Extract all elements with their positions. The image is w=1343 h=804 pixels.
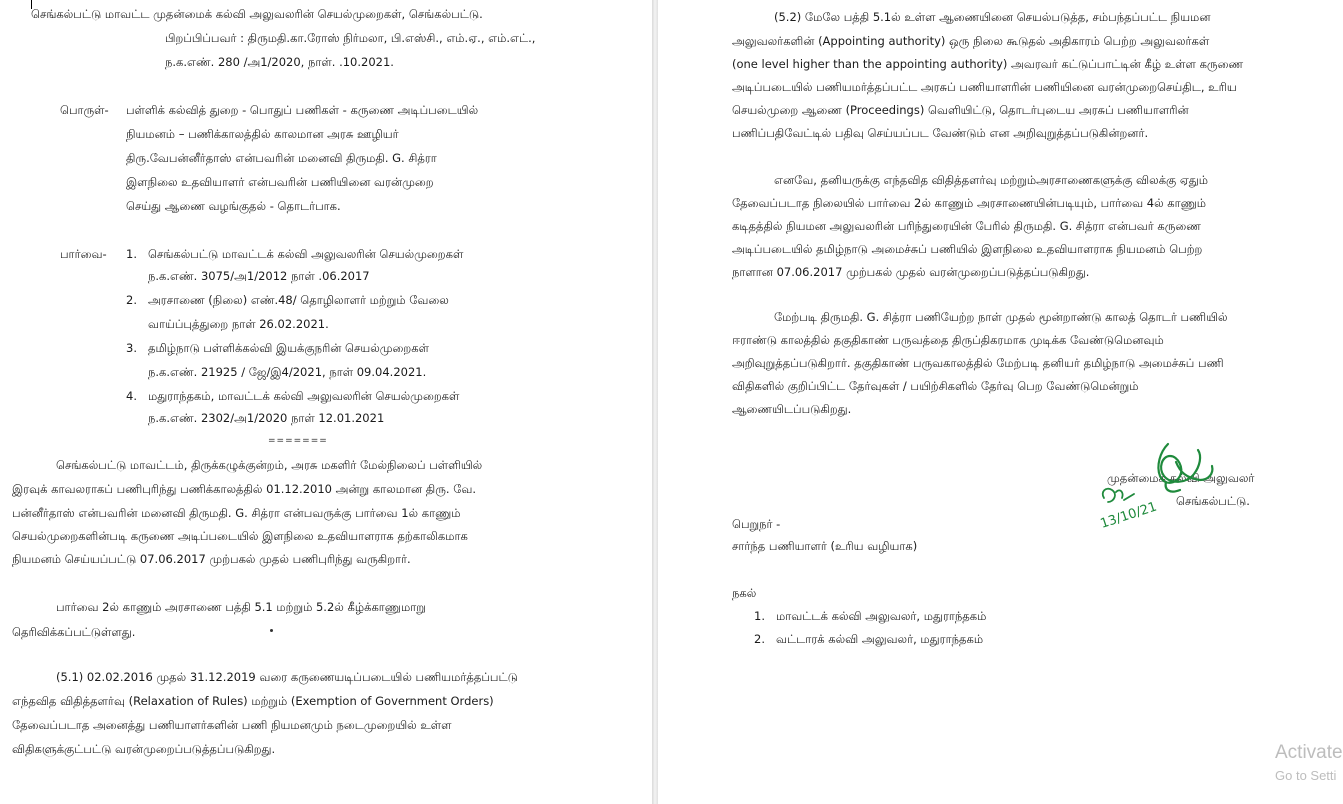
reference-item-number: 2.: [126, 293, 137, 307]
issuer-line: பிறப்பிப்பவர் : திருமதி.கா.ரோஸ் நிர்மலா, பி.எஸ்சி., எம்.ஏ., எம்.எட்.,: [165, 31, 536, 45]
body-paragraph-line: அலுவலர்களின் (Appointing authority) ஒரு நிலை கூடுதல் அதிகாரம் பெற்ற அலுவலர்கள்: [732, 34, 1210, 48]
subject-line: இளநிலை உதவியாளர் என்பவரின் பணியினை வரன்முறை: [126, 175, 434, 189]
reference-number: ந.க.எண். 280 /அ1/2020, நாள். .10.2021.: [165, 55, 394, 69]
reference-item: ந.க.எண். 3075/அ1/2012 நாள் .06.2017: [148, 269, 370, 283]
reference-item: அரசாணை (நிலை) எண்.48/ தொழிலாளர் மற்றும் வேலை: [148, 293, 449, 307]
body-paragraph-line: பணிப்பதிவேட்டில் பதிவு செய்யப்பட வேண்டும் என அறிவுறுத்தப்படுகின்றனர்.: [732, 126, 1149, 140]
body-paragraph-line: தெரிவிக்கப்பட்டுள்ளது.: [12, 625, 136, 639]
recipient: சார்ந்த பணியாளர் (உரிய வழியாக): [732, 539, 918, 553]
body-paragraph-line: நியமனம் செய்யப்பட்டு 07.06.2017 முற்பகல் முதல் பணிபுரிந்து வருகிறார்.: [12, 552, 411, 566]
reference-item: ந.க.எண். 2302/அ1/2020 நாள் 12.01.2021: [148, 411, 385, 425]
body-paragraph-line: பன்னீர்தாஸ் என்பவரின் மனைவி திருமதி. G. சித்ரா என்பவருக்கு பார்வை 1ல் காணும்: [12, 506, 461, 520]
subject-label: பொருள்-: [60, 103, 109, 117]
body-paragraph-line: செங்கல்பட்டு மாவட்டம், திருக்கழுக்குன்றம், அரசு மகளிர் மேல்நிலைப் பள்ளியில்: [56, 458, 483, 472]
body-paragraph-line: எந்தவித விதித்தளர்வு (Relaxation of Rules) மற்றும் (Exemption of Government Orders): [12, 694, 494, 708]
reference-item-number: 1.: [126, 247, 137, 261]
activation-watermark-settings[interactable]: Go to Setti: [1275, 768, 1337, 783]
reference-item: மதுராந்தகம், மாவட்டக் கல்வி அலுவலரின் செயல்முறைகள்: [148, 389, 460, 403]
body-paragraph-line: ஈராண்டு காலத்தில் தகுதிகாண் பருவத்தை திருப்திகரமாக முடிக்க வேண்டுமெனவும்: [732, 333, 1164, 347]
body-paragraph-line: இரவுக் காவலராகப் பணிபுரிந்து பணிக்காலத்தில் 01.12.2010 அன்று காலமான திரு. வே.: [12, 482, 477, 496]
body-paragraph-line: அடிப்படையில் பணியமர்த்தப்பட்ட அரசுப் பணியாளரின் பணியினை வரன்முறைசெய்திட, உரிய: [732, 80, 1237, 94]
activation-watermark: Activate: [1275, 742, 1343, 763]
right-page: [658, 0, 1343, 804]
body-paragraph-line: தேவைப்படாத அனைத்து பணியாளர்களின் பணி நியமனமும் நடைமுறையில் உள்ள: [12, 718, 452, 732]
office-header: செங்கல்பட்டு மாவட்ட முதன்மைக் கல்வி அலுவலரின் செயல்முறைகள், செங்கல்பட்டு.: [31, 7, 483, 21]
body-paragraph-line: (one level higher than the appointing authority) அவரவர் கட்டுப்பாட்டின் கீழ் உள்ள கருணை: [732, 57, 1244, 71]
body-paragraph-line: அறிவுறுத்தப்படுகிறார். தகுதிகாண் பருவகாலத்தில் மேற்படி தனியர் தமிழ்நாடு அமைச்சுப் பணி: [732, 356, 1224, 370]
body-paragraph-line: செயல்முறைகளின்படி கருணை அடிப்படையில் இளநிலை உதவியாளராக தற்காலிகமாக: [12, 529, 468, 543]
subject-line: பள்ளிக் கல்வித் துறை - பொதுப் பணிகள் - கருணை அடிப்படையில்: [126, 103, 479, 117]
subject-line: செய்து ஆணை வழங்குதல் - தொடர்பாக.: [126, 199, 341, 213]
reference-label: பார்வை-: [60, 247, 107, 261]
signature-date: 13/10/21: [1098, 499, 1159, 532]
copy-label: நகல்: [732, 586, 757, 600]
copy-item-number: 2.: [754, 632, 765, 646]
signature-image: [1090, 432, 1230, 542]
signatory-title: முதன்மைக் கல்வி அலுவலர்: [1107, 471, 1255, 485]
body-paragraph-line: மேற்படி திருமதி. G. சித்ரா பணியேற்ற நாள் முதல் மூன்றாண்டு காலத் தொடர் பணியில்: [774, 310, 1228, 324]
recipient-label: பெறுநர் -: [732, 517, 781, 531]
body-paragraph-line: ஆணையிடப்படுகிறது.: [732, 402, 852, 416]
reference-item: ந.க.எண். 21925 / ஜே/இ4/2021, நாள் 09.04.2021.: [148, 365, 427, 379]
reference-item-number: 4.: [126, 389, 137, 403]
reference-item-number: 3.: [126, 341, 137, 355]
body-paragraph-line: விதிகளுக்குட்பட்டு வரன்முறைப்படுத்தப்படுகிறது.: [12, 742, 276, 756]
copy-item: வட்டாரக் கல்வி அலுவலர், மதுராந்தகம்: [776, 632, 984, 646]
left-page: [0, 0, 650, 804]
body-paragraph-line: நாளான 07.06.2017 முற்பகல் முதல் வரன்முறைப்படுத்தப்படுகிறது.: [732, 265, 1090, 279]
body-paragraph-line: விதிகளில் குறிப்பிட்ட தேர்வுகள் / பயிற்சிகளில் தேர்வு பெற வேண்டுமென்றும்: [732, 379, 1139, 393]
signatory-place: செங்கல்பட்டு.: [1176, 494, 1250, 508]
subject-line: திரு.வேபன்னீர்தாஸ் என்பவரின் மனைவி திருமதி. G. சித்ரா: [126, 151, 437, 165]
body-paragraph-line: செயல்முறை ஆணை (Proceedings) வெளியிட்டு, தொடர்புடைய அரசுப் பணியாளரின்: [732, 103, 1189, 117]
copy-item: மாவட்டக் கல்வி அலுவலர், மதுராந்தகம்: [776, 609, 987, 623]
stray-mark: [270, 629, 273, 632]
reference-item: வாய்ப்புத்துறை நாள் 26.02.2021.: [148, 317, 329, 331]
reference-item: செங்கல்பட்டு மாவட்டக் கல்வி அலுவலரின் செயல்முறைகள்: [148, 247, 464, 261]
body-paragraph-line: பார்வை 2ல் காணும் அரசாணை பத்தி 5.1 மற்றும் 5.2ல் கீழ்க்காணுமாறு: [56, 600, 426, 614]
body-paragraph-line: எனவே, தனியருக்கு எந்தவித விதித்தளர்வு மற்றும்அரசாணைகளுக்கு விலக்கு ஏதும்: [774, 173, 1209, 187]
body-paragraph-line: கடிதத்தில் நியமன அலுவலரின் பரிந்துரையின் பேரில் திருமதி. G. சித்ரா என்பவர் கருணை: [732, 219, 1201, 233]
subject-line: நியமனம் – பணிக்காலத்தில் காலமான அரசு ஊழியர்: [126, 127, 399, 141]
separator: =======: [268, 436, 328, 446]
body-paragraph-line: அடிப்படையில் தமிழ்நாடு அமைச்சுப் பணியில் இளநிலை உதவியாளராக நியமனம் பெற்ற: [732, 242, 1203, 256]
body-paragraph-line: (5.2) மேலே பத்தி 5.1ல் உள்ள ஆணையினை செயல்படுத்த, சம்பந்தப்பட்ட நியமன: [774, 10, 1211, 24]
body-paragraph-line: தேவைப்படாத நிலையில் பார்வை 2ல் காணும் அரசாணையின்படியும், பார்வை 4ல் காணும்: [732, 196, 1207, 210]
reference-item: தமிழ்நாடு பள்ளிக்கல்வி இயக்குநரின் செயல்முறைகள்: [148, 341, 429, 355]
copy-item-number: 1.: [754, 609, 765, 623]
body-paragraph-line: (5.1) 02.02.2016 முதல் 31.12.2019 வரை கருணையடிப்படையில் பணியமர்த்தப்பட்டு: [56, 670, 518, 684]
